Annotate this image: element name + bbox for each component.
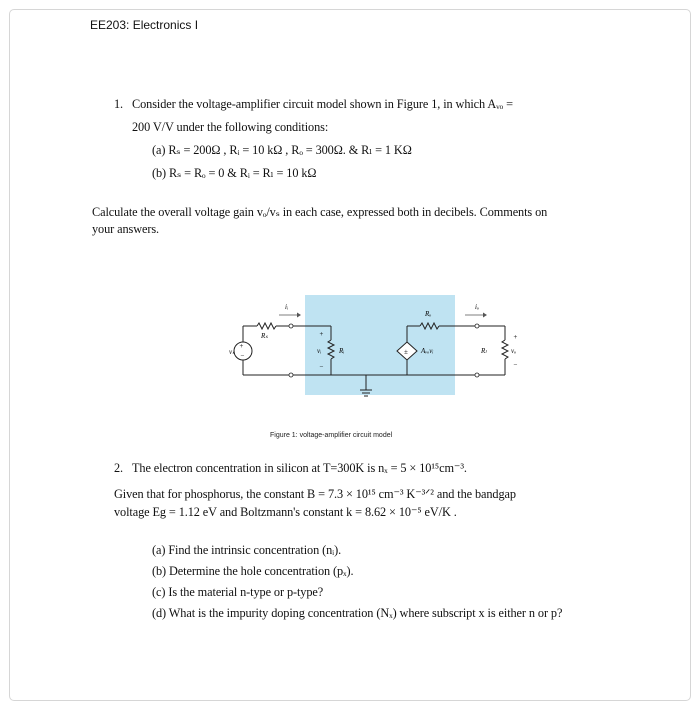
q1-calc-line2: your answers.: [92, 222, 159, 236]
q1-calc-line1: Calculate the overall voltage gain vₒ/vₛ in each case, expressed both in decibels. Comments on: [92, 205, 548, 219]
q2-item-d: (d) What is the impurity doping concentration (Nₓ) where subscript x is either n or p?: [152, 606, 563, 620]
q2-line3: voltage Eg = 1.12 eV and Boltzmann's constant k = 8.62 × 10⁻⁵ eV/K .: [114, 505, 457, 519]
label-vo-minus: −: [513, 361, 518, 369]
label-vi: vᵢ: [317, 347, 322, 355]
amplifier-block: [305, 295, 455, 395]
label-vi-plus: +: [319, 330, 324, 338]
rs-resistor: [257, 323, 276, 329]
label-ro: Rₒ: [425, 310, 432, 318]
label-vi-minus: −: [319, 363, 324, 371]
svg-text:+: +: [239, 342, 244, 350]
label-rs: Rₛ: [261, 332, 268, 340]
label-vo-plus: +: [513, 333, 518, 341]
label-rl: Rₗ: [481, 347, 487, 355]
rl-resistor: [502, 340, 508, 359]
label-gain: Aᵥₒvᵢ: [421, 347, 434, 355]
circuit-diagram: [229, 295, 529, 407]
svg-text:−: −: [240, 352, 245, 360]
figure-caption: Figure 1: voltage-amplifier circuit model: [270, 432, 393, 439]
label-io: iₒ: [475, 303, 479, 311]
q1-condition-b: (b) Rₛ = Rₒ = 0 & Rᵢ = Rₗ = 10 kΩ: [152, 166, 317, 180]
label-vo: vₒ: [511, 347, 517, 355]
q2-line1: The electron concentration in silicon at T=300K is nₓ = 5 × 10¹⁵cm⁻³.: [132, 461, 467, 475]
label-vs: vₛ: [229, 348, 235, 356]
q2-line2: Given that for phosphorus, the constant B = 7.3 × 10¹⁵ cm⁻³ K⁻³ᐟ² and the bandgap: [114, 487, 516, 501]
q1-intro-line2: 200 V/V under the following conditions:: [132, 120, 329, 134]
q1-condition-a: (a) Rₛ = 200Ω , Rᵢ = 10 kΩ , Rₒ = 300Ω. & Rₗ = 1 KΩ: [152, 143, 412, 157]
label-ri: Rᵢ: [339, 347, 345, 355]
svg-text:±: ±: [404, 348, 408, 356]
q2-item-c: (c) Is the material n-type or p-type?: [152, 585, 324, 599]
course-header: EE203: Electronics I: [90, 18, 199, 32]
q2-item-b: (b) Determine the hole concentration (pₓ).: [152, 564, 354, 578]
label-ii: iᵢ: [285, 303, 289, 311]
q1-number: 1.: [114, 97, 124, 111]
q2-item-a: (a) Find the intrinsic concentration (nᵢ).: [152, 543, 342, 557]
q2-number: 2.: [114, 461, 124, 475]
q1-intro-line1: Consider the voltage-amplifier circuit model shown in Figure 1, in which Aᵥₒ =: [132, 97, 513, 111]
